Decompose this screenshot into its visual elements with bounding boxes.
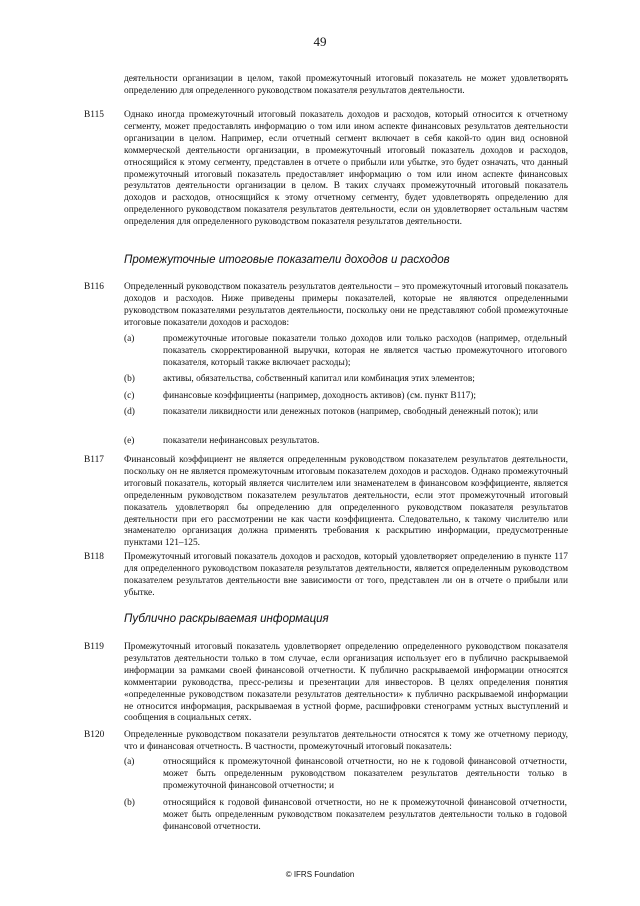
paragraph-b117: Финансовый коэффициент не является определенным руководством показателем результатов деятельности, поскольку он не является промежуточным итоговым показателем доходов и расходов. Однако промежуточный итоговый показатель, который является числителем или знаменателем в финансовом коэффициенте, является определенным руководством показателем результатов деятельности, если этот промежуточный итоговый показатель удовлетворял бы определению для определенного руководством показателя результатов деятельности при его рассмотрении не как части коэффициента. Следовательно, к такому числителю или знаменателю организация должна применять требования к раскрытию информации, предусмотренные пунктами 121–125. (124, 455, 568, 549)
paragraph-number-b117: B117 (84, 455, 104, 465)
page-number: 49 (313, 34, 327, 49)
list-item-label: (b) (124, 374, 135, 384)
paragraph-b116: Определенный руководством показатель результатов деятельности – это промежуточный итоговый показатель доходов и расходов. Ниже приведены примеры показателей, которые не являются определенными руководством показателями результатов деятельности, поскольку они не представляют собой промежуточные итоговые показатели доходов и расходов: (124, 282, 568, 328)
list-item-text: промежуточные итоговые показатели только доходов или только расходов (например, отдельный показатель скорректированной выручки, которая не является частью промежуточного итогового показателя, который также включает расходы); (163, 334, 567, 368)
section-heading-public: Публично раскрываемая информация (124, 613, 329, 625)
list-item-label: (a) (124, 757, 135, 767)
list-item-label: (b) (124, 798, 135, 808)
list-item-label: (e) (124, 436, 135, 446)
paragraph-number-b118: B118 (84, 552, 104, 562)
paragraph-number-b120: B120 (84, 730, 105, 740)
paragraph-number-b119: B119 (84, 642, 104, 652)
paragraph-b120: Определенные руководством показатели результатов деятельности относятся к тому же отчетному периоду, что и финансовая отчетность. В частности, промежуточный итоговый показатель: (124, 730, 568, 752)
copyright-footer: © IFRS Foundation (285, 870, 355, 879)
list-item-text: финансовые коэффициенты (например, доходность активов) (см. пункт B117); (163, 391, 477, 401)
intro-paragraph: деятельности организации в целом, такой промежуточный итоговый показатель не может удовлетворять определению для определенного руководством показателя результатов деятельности. (124, 74, 568, 96)
paragraph-b119: Промежуточный итоговый показатель удовлетворяет определению определенного руководством показателя результатов деятельности только в том случае, если организация использует его в публично раскрываемой информации за рамками своей финансовой отчетности. К публично раскрываемой информации относятся комментарии руководства, пресс-релизы и презентации для инвесторов. В целях определения понятия «определенные руководством показатели результатов деятельности» к публично раскрываемой информации не относится информация, раскрываемая в устной форме, расшифровки стенограмм устных выступлений и сообщения в социальных сетях. (124, 642, 568, 724)
list-item-label: (c) (124, 391, 135, 401)
list-item-text: относящийся к годовой финансовой отчетности, но не к промежуточной финансовой отчетности, может быть определенным руководством показателем результатов деятельности только в годовой финансовой отчетности. (163, 798, 567, 832)
list-item-text: показатели ликвидности или денежных потоков (например, свободный денежный поток); или (163, 407, 539, 417)
list-item-text: относящийся к промежуточной финансовой отчетности, но не к годовой финансовой отчетности, может быть определенным руководством показателем результатов деятельности только в промежуточной финансовой отчетности; и (163, 757, 567, 791)
paragraph-b118: Промежуточный итоговый показатель доходов и расходов, который удовлетворяет определению в пункте 117 для определенного руководством показателя результатов деятельности, является определенным руководством показателем результатов деятельности вне зависимости от того, представлен ли он в отчете о прибыли или убытке. (124, 552, 568, 598)
list-item-text: активы, обязательства, собственный капитал или комбинация этих элементов; (163, 374, 475, 384)
paragraph-number-b116: B116 (84, 282, 104, 292)
list-item-label: (d) (124, 407, 135, 417)
section-heading-subtotals: Промежуточные итоговые показатели доходов и расходов (124, 254, 450, 266)
list-item-label: (a) (124, 334, 135, 344)
paragraph-b115: Однако иногда промежуточный итоговый показатель доходов и расходов, который относится к отчетному сегменту, может предоставлять информацию о том или ином аспекте финансовых результатов деятельности организации в целом. Например, если отчетный сегмент включает в себя какой-то один вид основной коммерческой деятельности организации, в промежуточный итоговый показатель доходов и расходов, относящийся к этому сегменту, представлен в отчете о прибыли или убытке, это будет означать, что данный промежуточный итоговый показатель предоставляет информацию о том или ином аспекте финансовых результатов деятельности организации в целом. В таких случаях промежуточный итоговый показатель доходов и расходов, относящийся к этому отчетному сегменту, будет удовлетворять определению для определенного руководством показателя результатов деятельности, если он удовлетворяет остальным частям определения для определенного руководством показателя результатов деятельности. (124, 110, 568, 228)
list-item-text: показатели нефинансовых результатов. (163, 436, 320, 446)
paragraph-number-b115: B115 (84, 110, 104, 120)
